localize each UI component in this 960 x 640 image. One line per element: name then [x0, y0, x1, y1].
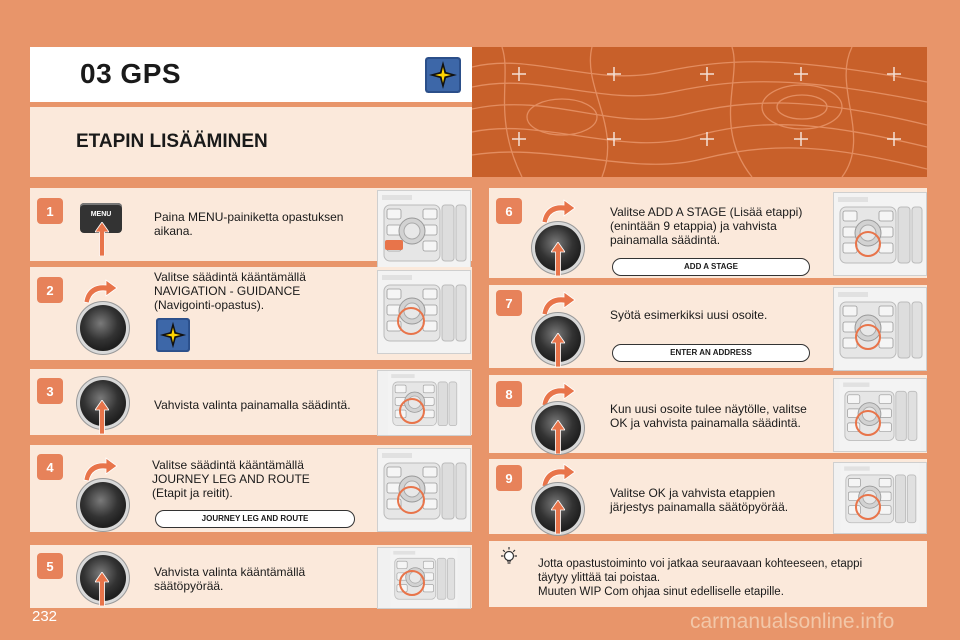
rotate-arrow-icon — [82, 278, 118, 304]
step-text: Valitse ADD A STAGE (Lisää etappi) (enintään 9 etappia) ja vahvista painamalla säädintä. — [610, 205, 803, 247]
lightbulb-icon — [498, 546, 520, 568]
step-number-badge: 2 — [37, 277, 63, 303]
menu-key-highlight — [385, 240, 403, 250]
step-text: Valitse OK ja vahvista etappien järjestys painamalla säätöpyörää. — [610, 486, 789, 514]
press-arrow-icon — [551, 333, 565, 367]
journey-leg-and-route-label: JOURNEY LEG AND ROUTE — [155, 510, 355, 528]
console-illustration — [377, 270, 471, 354]
console-illustration — [377, 448, 471, 532]
chapter-title: 03 GPS — [80, 58, 182, 89]
rotary-knob — [80, 482, 126, 528]
console-illustration — [833, 378, 927, 452]
press-arrow-icon — [551, 420, 565, 454]
step-number-badge: 4 — [37, 454, 63, 480]
press-arrow-icon — [95, 222, 109, 256]
step-text: Paina MENU-painiketta opastuksen aikana. — [154, 210, 344, 238]
rotate-arrow-icon — [540, 462, 576, 488]
step-text: Vahvista valinta painamalla säädintä. — [154, 398, 351, 412]
knob-highlight-ring — [855, 410, 881, 436]
press-arrow-icon — [95, 400, 109, 434]
console-illustration — [833, 287, 927, 371]
tip-text: Jotta opastustoiminto voi jatkaa seuraavaan kohteeseen, etappi täytyy ylittää tai poistaa. Muuten WIP Com ohjaa sinut edelliselle etapille. — [538, 558, 863, 598]
press-arrow-icon — [95, 572, 109, 606]
step-number-badge: 3 — [37, 378, 63, 404]
navigation-guidance-icon — [155, 318, 191, 352]
console-illustration — [833, 462, 927, 534]
step-number-badge: 9 — [496, 465, 522, 491]
step-text: Vahvista valinta kääntämällä säätöpyörää. — [154, 565, 306, 593]
crosshair-compass-icon — [425, 57, 461, 93]
rotate-arrow-icon — [540, 290, 576, 316]
step-number-badge: 5 — [37, 553, 63, 579]
step-text: Valitse säädintä kääntämällä JOURNEY LEG AND ROUTE (Etapit ja reitit). — [152, 458, 310, 500]
knob-highlight-ring — [397, 486, 425, 514]
press-arrow-icon — [551, 242, 565, 276]
step-number-badge: 6 — [496, 198, 522, 224]
rotate-arrow-icon — [82, 456, 118, 482]
add-a-stage-label: ADD A STAGE — [612, 258, 810, 276]
menu-button-illustration: MENU — [80, 203, 122, 233]
page-number: 232 — [32, 608, 58, 625]
knob-highlight-ring — [399, 570, 425, 596]
map-contour-panel — [472, 47, 927, 177]
press-arrow-icon — [551, 500, 565, 534]
console-illustration — [377, 190, 471, 274]
enter-an-address-label: ENTER AN ADDRESS — [612, 344, 810, 362]
step-number-badge: 8 — [496, 381, 522, 407]
knob-highlight-ring — [397, 307, 425, 335]
knob-highlight-ring — [399, 398, 425, 424]
section-title: ETAPIN LISÄÄMINEN — [76, 131, 268, 152]
step-number-badge: 1 — [37, 198, 63, 224]
rotate-arrow-icon — [540, 381, 576, 407]
step-number-badge: 7 — [496, 290, 522, 316]
knob-highlight-ring — [855, 231, 881, 257]
console-illustration — [833, 192, 927, 276]
step-text: Valitse säädintä kääntämällä NAVIGATION - GUIDANCE (Navigointi-opastus). — [154, 270, 306, 312]
knob-highlight-ring — [855, 324, 881, 350]
contour-map-decoration — [472, 47, 927, 177]
step-text: Kun uusi osoite tulee näytölle, valitse OK ja vahvista painamalla säädintä. — [610, 402, 807, 430]
rotate-arrow-icon — [540, 198, 576, 224]
rotary-knob — [80, 305, 126, 351]
watermark: carmanualsonline.info — [690, 610, 895, 633]
console-illustration — [377, 370, 471, 436]
step-text: Syötä esimerkiksi uusi osoite. — [610, 308, 768, 322]
knob-highlight-ring — [855, 494, 881, 520]
